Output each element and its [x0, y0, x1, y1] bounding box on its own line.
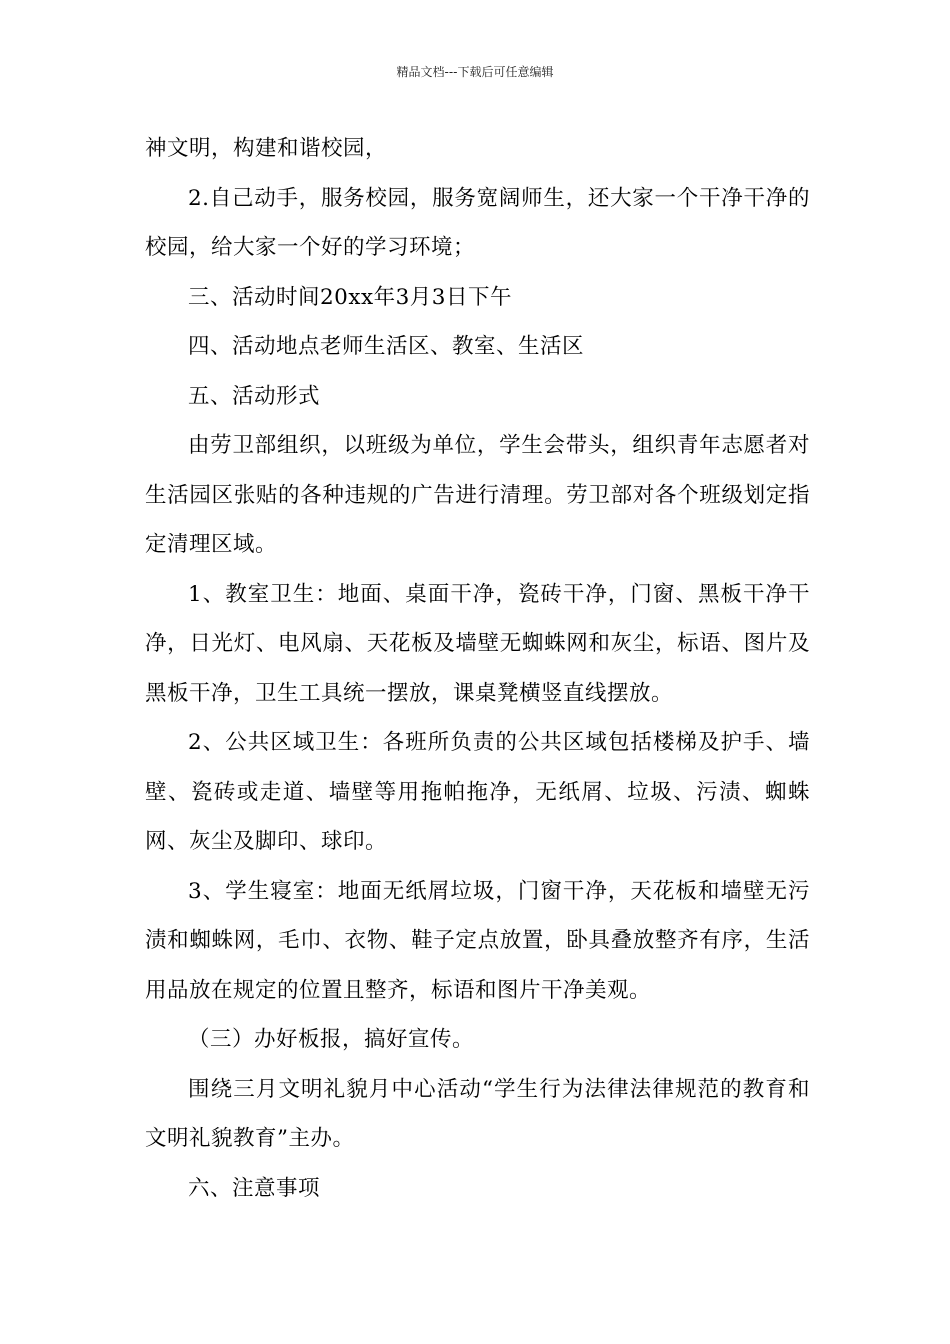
paragraph-7: 1、教室卫生：地面、桌面干净，瓷砖干净，门窗、黑板干净干净，日光灯、电风扇、天花板及墙壁无蜘蛛网和灰尘，标语、图片及黑板干净，卫生工具统一摆放，课桌凳横竖直线摆放。	[145, 581, 810, 706]
paragraph-12: 六、注意事项	[188, 1175, 321, 1201]
paragraph-8: 2、公共区域卫生：各班所负责的公共区域包括楼梯及护手、墙壁、瓷砖或走道、墙壁等用拖帕拖净，无纸屑、垃圾、污渍、蜘蛛网、灰尘及脚印、球印。	[145, 730, 810, 854]
paragraph-4: 四、活动地点老师生活区、教室、生活区	[188, 334, 585, 359]
paragraph-2: 2.自己动手，服务校园，服务宽阔师生，还大家一个干净干净的校园，给大家一个好的学习环境；	[145, 185, 810, 260]
paragraph-11: 围绕三月文明礼貌月中心活动“学生行为法律法律规范的教育和文明礼貌教育”主办。	[145, 1076, 810, 1151]
paragraph-5: 五、活动形式	[188, 383, 321, 409]
paragraph-9: 3、学生寝室：地面无纸屑垃圾，门窗干净，天花板和墙壁无污渍和蜘蛛网，毛巾、衣物、鞋子定点放置，卧具叠放整齐有序，生活用品放在规定的位置且整齐，标语和图片干净美观。	[145, 878, 810, 1003]
page-header: 精品文档---下载后可任意编辑	[396, 65, 554, 79]
paragraph-1: 神文明，构建和谐校园，	[145, 136, 388, 161]
paragraph-10: （三）办好板报，搞好宣传。	[188, 1027, 475, 1052]
paragraph-6: 由劳卫部组织，以班级为单位，学生会带头，组织青年志愿者对生活园区张贴的各种违规的广告进行清理。劳卫部对各个班级划定指定清理区域。	[145, 433, 810, 557]
document-body	[145, 124, 810, 1213]
paragraph-3: 三、活动时间20xx年3月3日下午	[188, 284, 512, 310]
